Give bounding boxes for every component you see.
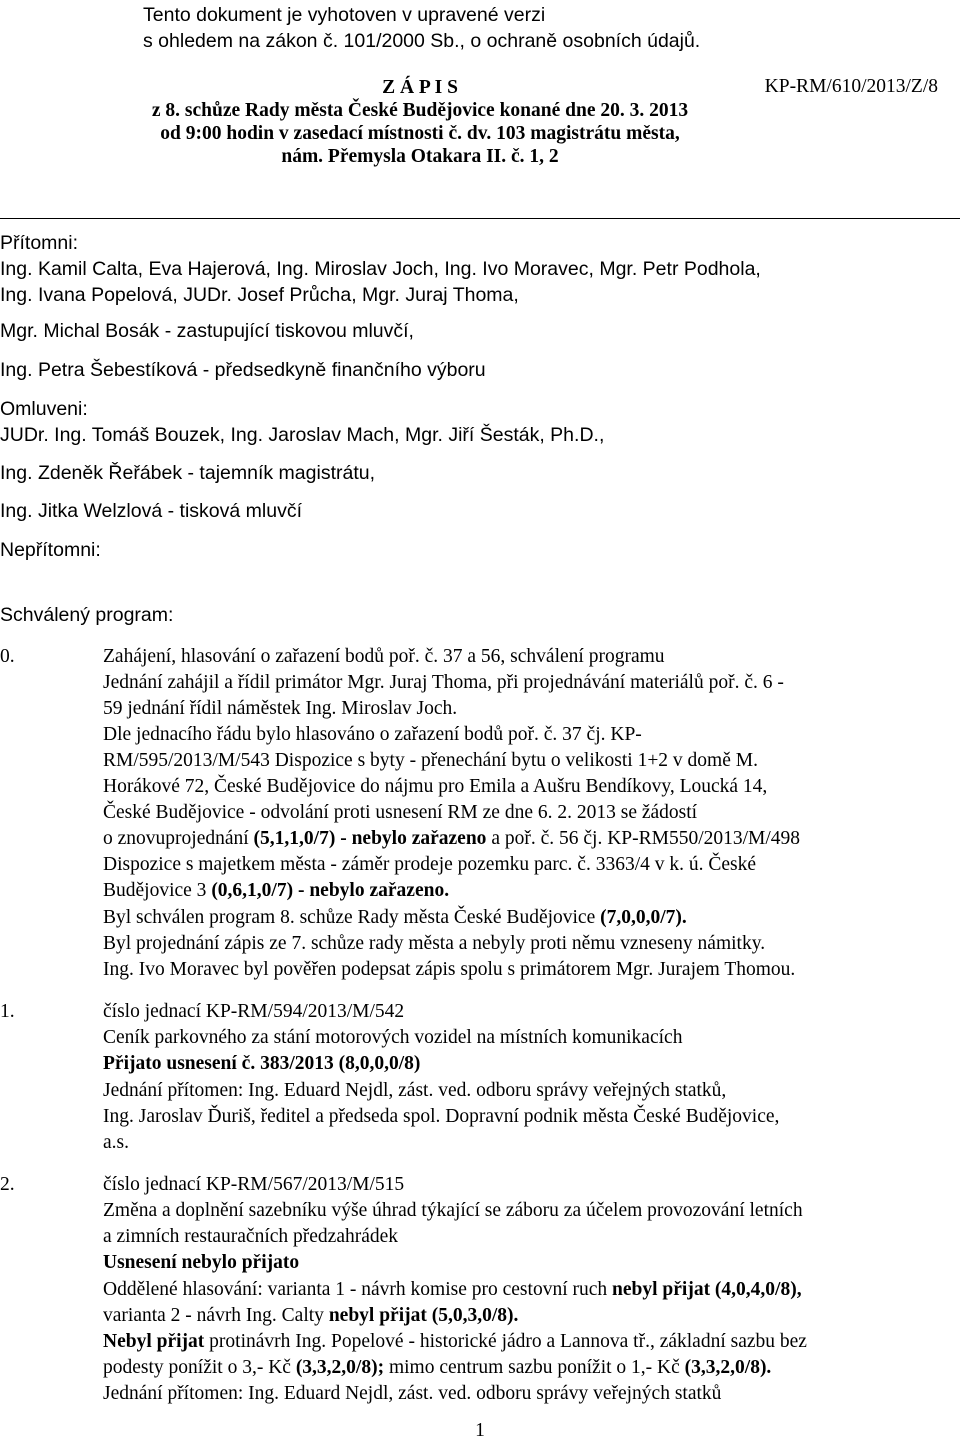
present-line: Ing. Petra Šebestíková - předsedkyně finančního výboru xyxy=(0,359,486,381)
text-run: o znovuprojednání xyxy=(103,828,254,849)
document-heading: Z Á P I S xyxy=(382,77,458,98)
absent-label: Nepřítomni: xyxy=(0,539,101,561)
item-text xyxy=(103,1279,802,1301)
item-text xyxy=(103,907,687,929)
header-divider xyxy=(0,218,960,219)
item-number: 1. xyxy=(0,1001,15,1022)
item-text: Jednání přítomen: Ing. Eduard Nejdl, zást. ved. odboru správy veřejných statků, xyxy=(103,1080,727,1101)
present-line: Mgr. Michal Bosák - zastupující tiskovou mluvčí, xyxy=(0,320,414,342)
meeting-line3: nám. Přemysla Otakara II. č. 1, 2 xyxy=(281,146,559,167)
privacy-notice-line2: s ohledem na zákon č. 101/2000 Sb., o ochraně osobních údajů. xyxy=(143,30,701,52)
item-number: 2. xyxy=(0,1174,15,1195)
item-title: Zahájení, hlasování o zařazení bodů poř. č. 37 a 56, schválení programu xyxy=(103,646,665,667)
program-label: Schválený program: xyxy=(0,604,174,626)
item-text xyxy=(103,828,800,850)
text-run: Oddělené hlasování: varianta 1 - návrh komise pro cestovní ruch xyxy=(103,1279,613,1300)
text-run: Budějovice 3 xyxy=(103,880,212,901)
vote-result: (3,3,2,0/8); xyxy=(295,1357,385,1378)
item-text: Jednání přítomen: Ing. Eduard Nejdl, zást. ved. odboru správy veřejných statků xyxy=(103,1383,722,1404)
excused-line: JUDr. Ing. Tomáš Bouzek, Ing. Jaroslav Mach, Mgr. Jiří Šesták, Ph.D., xyxy=(0,424,605,446)
item-reference: číslo jednací KP-RM/567/2013/M/515 xyxy=(103,1174,405,1195)
item-text: Ing. Jaroslav Ďuriš, ředitel a předseda spol. Dopravní podnik města České Budějovice, xyxy=(103,1106,780,1127)
item-title: Změna a doplnění sazebníku výše úhrad týkající se záboru za účelem provozování letních xyxy=(103,1200,803,1221)
item-title: Ceník parkovného za stání motorových vozidel na místních komunikacích xyxy=(103,1027,683,1048)
vote-result: nebyl přijat (5,0,3,0/8). xyxy=(328,1305,519,1326)
item-text: Dispozice s majetkem města - záměr prodeje pozemku parc. č. 3363/4 v k. ú. České xyxy=(103,854,757,875)
present-line: Ing. Kamil Calta, Eva Hajerová, Ing. Miroslav Joch, Ing. Ivo Moravec, Mgr. Petr Podhola, xyxy=(0,258,761,280)
vote-result: (5,1,1,0/7) - nebylo zařazeno xyxy=(253,828,487,849)
excused-label: Omluveni: xyxy=(0,398,88,420)
excused-line: Ing. Zdeněk Řeřábek - tajemník magistrátu, xyxy=(0,462,376,484)
item-text: České Budějovice - odvolání proti usnesení RM ze dne 6. 2. 2013 se žádostí xyxy=(103,802,698,823)
item-title: a zimních restauračních předzahrádek xyxy=(103,1226,399,1247)
text-run: varianta 2 - návrh Ing. Calty xyxy=(103,1305,329,1326)
present-line: Ing. Ivana Popelová, JUDr. Josef Průcha, Mgr. Juraj Thoma, xyxy=(0,284,519,306)
item-text: Ing. Ivo Moravec byl pověřen podepsat zápis spolu s primátorem Mgr. Jurajem Thomou. xyxy=(103,959,796,980)
text-run: protinávrh Ing. Popelové - historické jádro a Lannova tř., základní sazbu bez xyxy=(204,1331,807,1352)
item-text xyxy=(103,1331,807,1353)
item-text: Horákové 72, České Budějovice do nájmu pro Emila a Aušru Bendíkovy, Loucká 14, xyxy=(103,776,768,797)
title-block xyxy=(150,76,690,168)
meeting-line1: z 8. schůze Rady města České Budějovice konané dne 20. 3. 2013 xyxy=(151,100,689,121)
vote-result: (0,6,1,0/7) - nebylo zařazeno. xyxy=(211,880,450,901)
vote-result: (7,0,0,0/7). xyxy=(600,907,687,928)
vote-result: (3,3,2,0/8). xyxy=(684,1357,772,1378)
item-text: a.s. xyxy=(103,1132,129,1153)
document-reference: KP-RM/610/2013/Z/8 xyxy=(764,76,938,97)
item-text: Jednání zahájil a řídil primátor Mgr. Juraj Thoma, při projednávání materiálů poř. č. 6 - xyxy=(103,672,784,693)
vote-result: Nebyl přijat xyxy=(103,1331,205,1352)
vote-result: nebyl přijat (4,0,4,0/8), xyxy=(612,1279,802,1300)
privacy-notice xyxy=(143,2,700,54)
item-reference: číslo jednací KP-RM/594/2013/M/542 xyxy=(103,1001,405,1022)
item-text xyxy=(103,1357,771,1379)
item-text: 59 jednání řídil náměstek Ing. Miroslav Joch. xyxy=(103,698,458,719)
item-text xyxy=(103,1305,518,1327)
item-number: 0. xyxy=(0,646,15,667)
present-label: Přítomni: xyxy=(0,232,79,254)
item-text: Dle jednacího řádu bylo hlasováno o zařazení bodů poř. č. 37 čj. KP- xyxy=(103,724,642,745)
text-run: mimo centrum sazbu ponížit o 1,- Kč xyxy=(384,1357,685,1378)
text-run: podesty ponížit o 3,- Kč xyxy=(103,1357,296,1378)
privacy-notice-line1: Tento dokument je vyhotoven v upravené verzi xyxy=(143,4,546,26)
item-text xyxy=(103,880,449,902)
item-resolution: Usnesení nebylo přijato xyxy=(103,1252,300,1273)
text-run: a poř. č. 56 čj. KP-RM550/2013/M/498 xyxy=(486,828,801,849)
item-text: RM/595/2013/M/543 Dispozice s byty - přenechání bytu o velikosti 1+2 v domě M. xyxy=(103,750,758,771)
item-text: Byl projednání zápis ze 7. schůze rady města a nebyly proti němu vzneseny námitky. xyxy=(103,933,766,954)
page-number: 1 xyxy=(475,1420,485,1441)
item-resolution: Přijato usnesení č. 383/2013 (8,0,0,0/8) xyxy=(103,1053,421,1074)
meeting-line2: od 9:00 hodin v zasedací místnosti č. dv. 103 magistrátu města, xyxy=(160,123,680,144)
text-run: Byl schválen program 8. schůze Rady města České Budějovice xyxy=(103,907,601,928)
excused-line: Ing. Jitka Welzlová - tisková mluvčí xyxy=(0,500,302,522)
